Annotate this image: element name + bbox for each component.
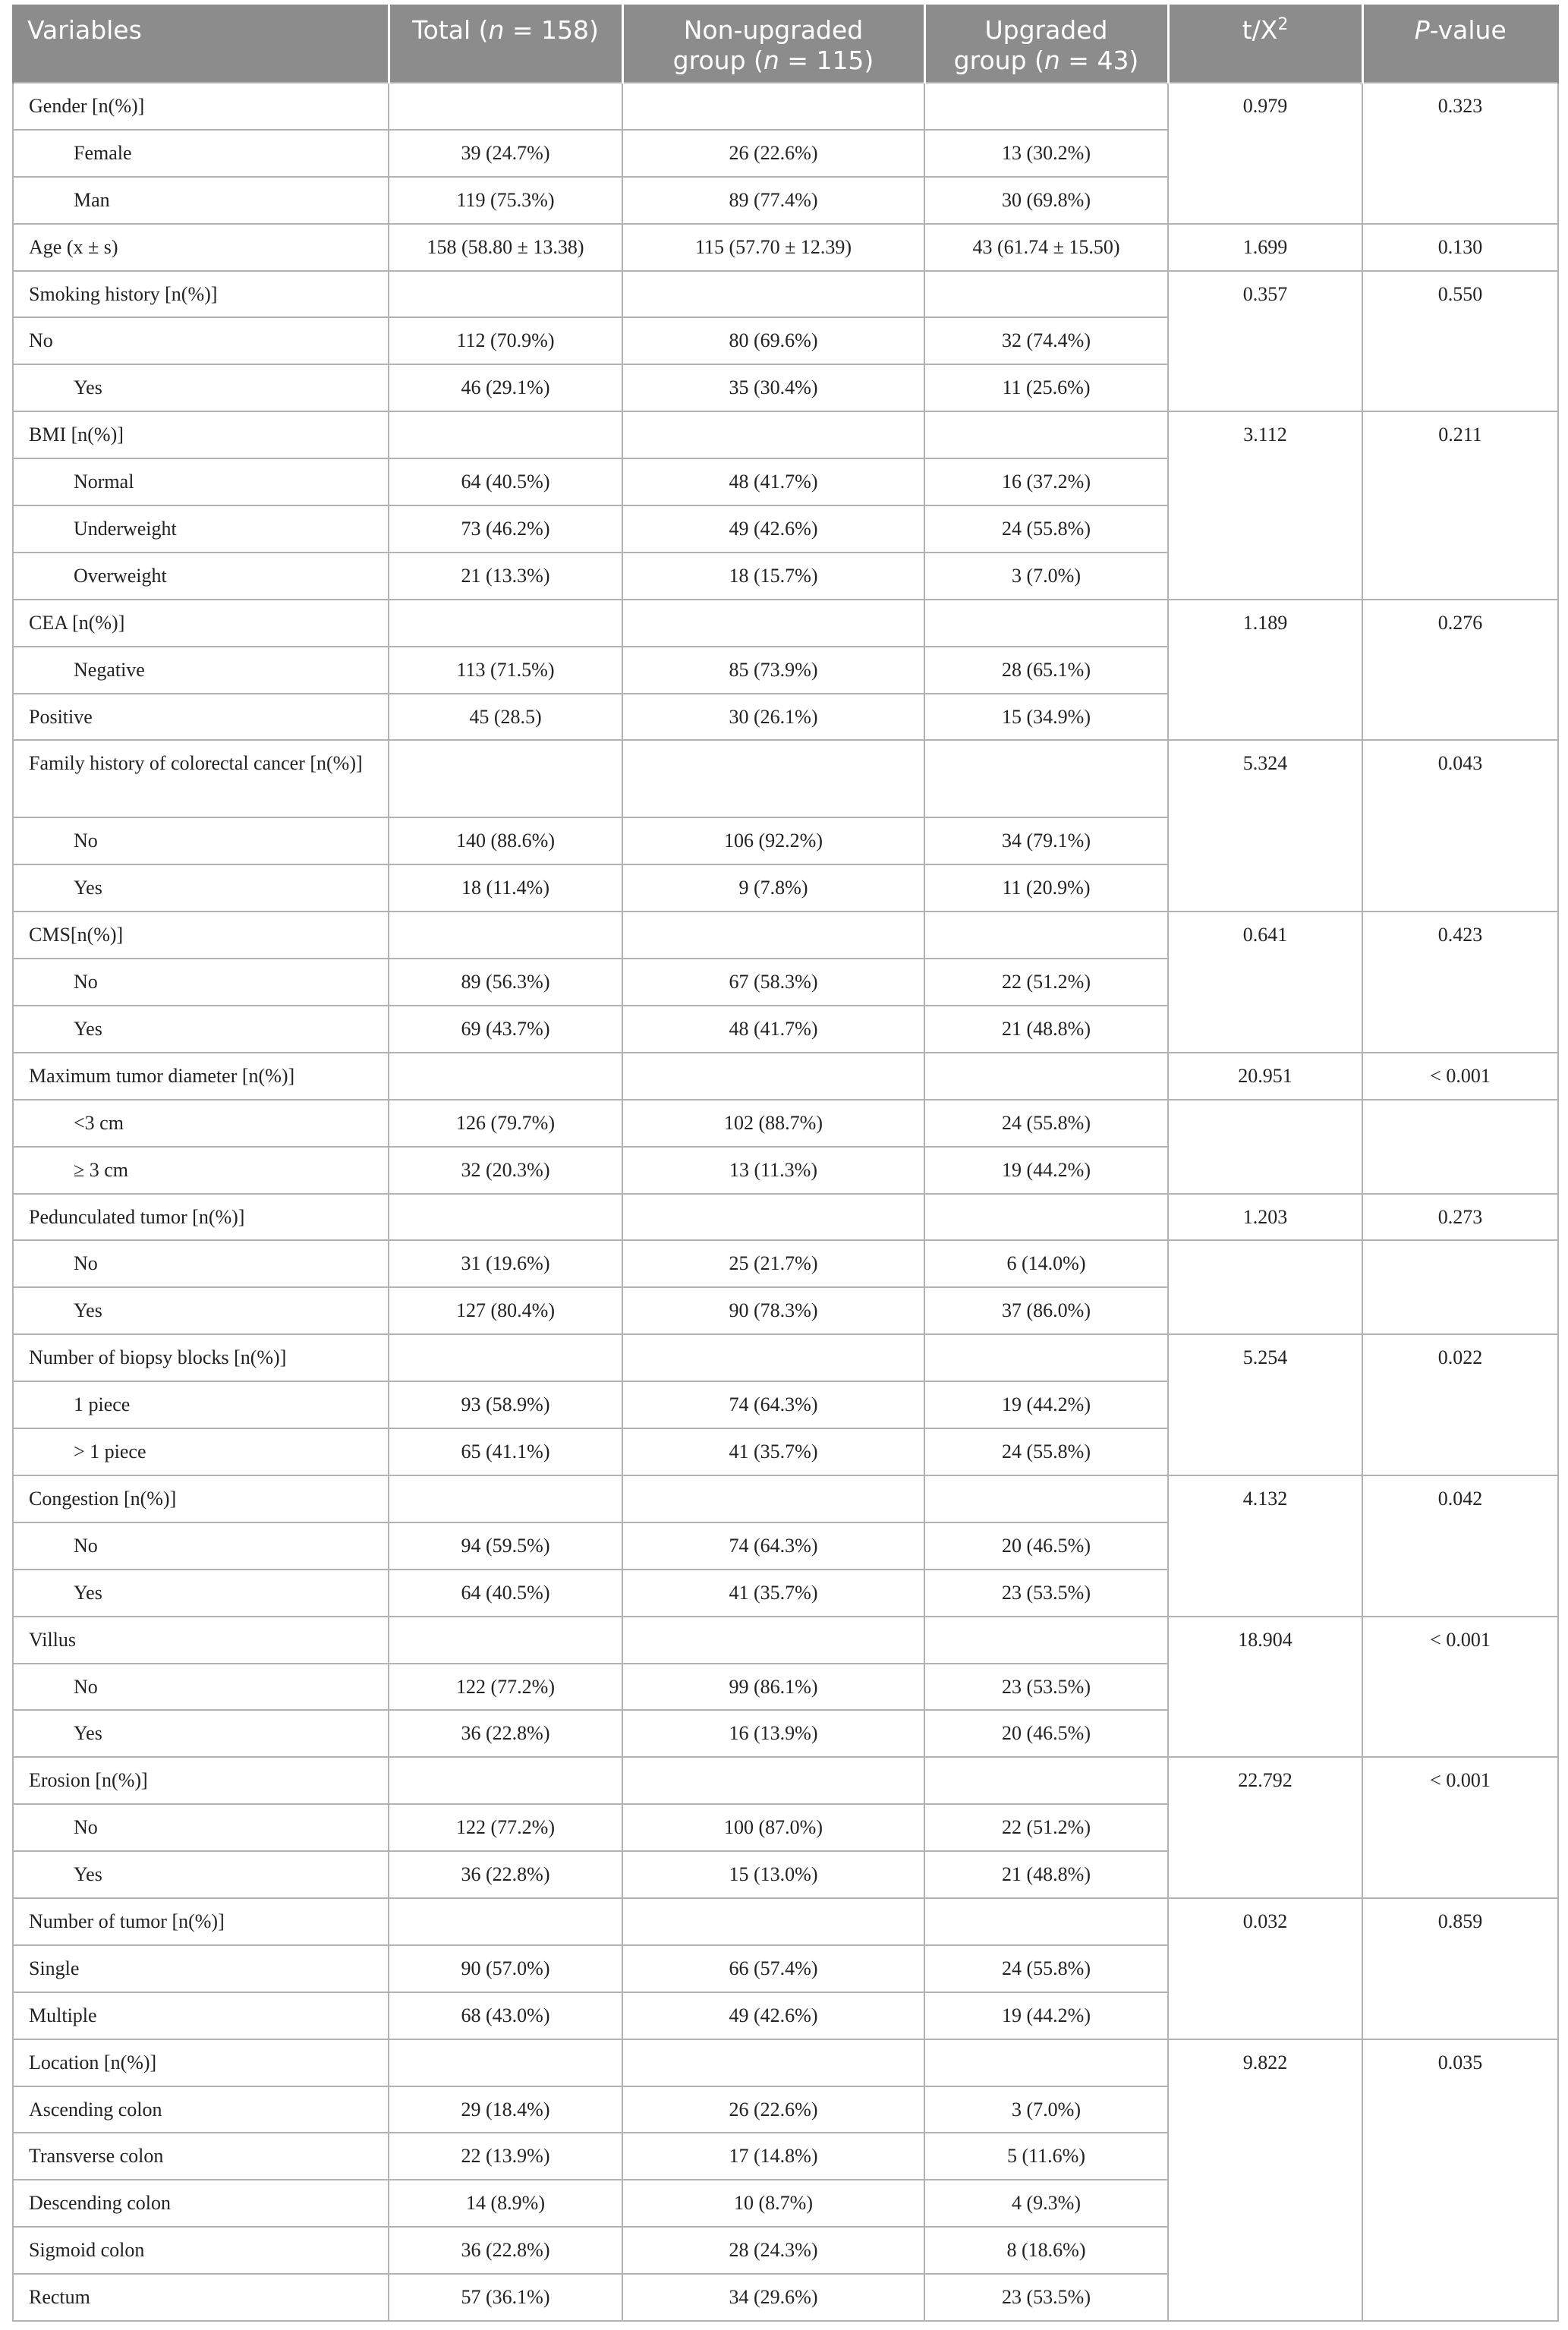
row-label: BMI [n(%)] (13, 411, 389, 458)
table-row (13, 271, 1558, 318)
cell-test-statistic (1168, 1240, 1362, 1334)
cell-total: 31 (19.6%) (389, 1240, 622, 1287)
row-label: Location [n(%)] (13, 2039, 389, 2086)
row-label: CEA [n(%)] (13, 600, 389, 647)
cell-up: 20 (46.5%) (924, 1522, 1168, 1570)
cell-non: 48 (41.7%) (622, 1006, 924, 1053)
row-label: Smoking history [n(%)] (13, 271, 389, 318)
cell-up: 37 (86.0%) (924, 1287, 1168, 1334)
row-label: Yes (13, 1851, 389, 1898)
cell-non: 49 (42.6%) (622, 505, 924, 553)
cell-up: 23 (53.5%) (924, 1664, 1168, 1711)
row-label: Ascending colon (13, 2086, 389, 2133)
cell-total: 69 (43.7%) (389, 1006, 622, 1053)
cell-non (622, 411, 924, 458)
row-label: Yes (13, 864, 389, 912)
row-label: Yes (13, 1006, 389, 1053)
cell-up: 8 (18.6%) (924, 2227, 1168, 2274)
row-label: Villus (13, 1617, 389, 1664)
cell-non: 9 (7.8%) (622, 864, 924, 912)
cell-up (924, 1617, 1168, 1664)
cell-non: 26 (22.6%) (622, 2086, 924, 2133)
cell-total: 21 (13.3%) (389, 553, 622, 600)
cell-p-value: 0.035 (1362, 2039, 1558, 2321)
cell-up: 19 (44.2%) (924, 1381, 1168, 1428)
cell-total: 68 (43.0%) (389, 1992, 622, 2039)
cell-non: 106 (92.2%) (622, 817, 924, 864)
baseline-characteristics-table (12, 5, 1559, 2322)
row-label: Congestion [n(%)] (13, 1475, 389, 1522)
row-label: Number of biopsy blocks [n(%)] (13, 1334, 389, 1381)
cell-up: 22 (51.2%) (924, 959, 1168, 1006)
cell-p-value: 0.211 (1362, 411, 1558, 600)
cell-up: 13 (30.2%) (924, 130, 1168, 177)
cell-up (924, 912, 1168, 959)
table-row (13, 411, 1558, 458)
cell-total: 127 (80.4%) (389, 1287, 622, 1334)
cell-non: 16 (13.9%) (622, 1710, 924, 1757)
cell-up (924, 1053, 1168, 1100)
cell-up (924, 1898, 1168, 1945)
cell-test-statistic: 4.132 (1168, 1475, 1362, 1617)
cell-total: 93 (58.9%) (389, 1381, 622, 1428)
cell-non: 35 (30.4%) (622, 364, 924, 411)
cell-up: 19 (44.2%) (924, 1147, 1168, 1194)
cell-total: 22 (13.9%) (389, 2133, 622, 2180)
cell-total: 122 (77.2%) (389, 1804, 622, 1851)
cell-up: 5 (11.6%) (924, 2133, 1168, 2180)
row-label: 1 piece (13, 1381, 389, 1428)
cell-total: 112 (70.9%) (389, 317, 622, 364)
row-label: Overweight (13, 553, 389, 600)
cell-non (622, 83, 924, 130)
cell-test-statistic: 5.324 (1168, 740, 1362, 912)
cell-total (389, 1757, 622, 1804)
cell-total: 36 (22.8%) (389, 2227, 622, 2274)
cell-non (622, 1053, 924, 1100)
row-label: Positive (13, 694, 389, 741)
cell-non: 41 (35.7%) (622, 1428, 924, 1475)
cell-up: 21 (48.8%) (924, 1006, 1168, 1053)
cell-non (622, 912, 924, 959)
table-row (13, 1334, 1558, 1381)
cell-non: 48 (41.7%) (622, 458, 924, 505)
cell-up: 4 (9.3%) (924, 2180, 1168, 2227)
row-label: <3 cm (13, 1100, 389, 1147)
cell-non (622, 1334, 924, 1381)
row-label: Single (13, 1945, 389, 1992)
cell-up: 28 (65.1%) (924, 647, 1168, 694)
cell-total: 64 (40.5%) (389, 1570, 622, 1617)
row-label: Normal (13, 458, 389, 505)
cell-p-value: < 0.001 (1362, 1053, 1558, 1100)
row-label: No (13, 1804, 389, 1851)
cell-p-value: 0.323 (1362, 83, 1558, 224)
cell-p-value: 0.550 (1362, 271, 1558, 412)
cell-total (389, 411, 622, 458)
cell-total: 32 (20.3%) (389, 1147, 622, 1194)
cell-total: 89 (56.3%) (389, 959, 622, 1006)
cell-p-value (1362, 1100, 1558, 1194)
cell-up (924, 1757, 1168, 1804)
row-label: Yes (13, 1570, 389, 1617)
cell-up: 24 (55.8%) (924, 1100, 1168, 1147)
row-label: Rectum (13, 2274, 389, 2321)
cell-test-statistic: 1.203 (1168, 1194, 1362, 1241)
cell-p-value: 0.043 (1362, 740, 1558, 912)
data-table-container (12, 5, 1557, 2322)
cell-total: 119 (75.3%) (389, 177, 622, 224)
cell-up (924, 1475, 1168, 1522)
table-row (13, 912, 1558, 959)
cell-total (389, 1617, 622, 1664)
cell-total: 46 (29.1%) (389, 364, 622, 411)
cell-total: 36 (22.8%) (389, 1710, 622, 1757)
cell-up (924, 1194, 1168, 1241)
row-label: Pedunculated tumor [n(%)] (13, 1194, 389, 1241)
cell-p-value: < 0.001 (1362, 1617, 1558, 1758)
cell-total: 158 (58.80 ± 13.38) (389, 224, 622, 271)
cell-non: 49 (42.6%) (622, 1992, 924, 2039)
row-label: Underweight (13, 505, 389, 553)
cell-non (622, 600, 924, 647)
cell-non (622, 1757, 924, 1804)
cell-up: 6 (14.0%) (924, 1240, 1168, 1287)
cell-up: 23 (53.5%) (924, 1570, 1168, 1617)
cell-non: 80 (69.6%) (622, 317, 924, 364)
row-label: Sigmoid colon (13, 2227, 389, 2274)
cell-up: 11 (25.6%) (924, 364, 1168, 411)
cell-up: 3 (7.0%) (924, 553, 1168, 600)
cell-test-statistic: 0.032 (1168, 1898, 1362, 2039)
cell-total: 39 (24.7%) (389, 130, 622, 177)
row-label: Female (13, 130, 389, 177)
table-header (13, 5, 1558, 83)
cell-non: 26 (22.6%) (622, 130, 924, 177)
row-label: Number of tumor [n(%)] (13, 1898, 389, 1945)
cell-up: 24 (55.8%) (924, 505, 1168, 553)
cell-test-statistic: 0.357 (1168, 271, 1362, 412)
cell-non: 10 (8.7%) (622, 2180, 924, 2227)
cell-test-statistic: 1.699 (1168, 224, 1362, 271)
header-total: Total (n = 158) (389, 5, 622, 83)
row-label: No (13, 1664, 389, 1711)
cell-up: 11 (20.9%) (924, 864, 1168, 912)
cell-non: 15 (13.0%) (622, 1851, 924, 1898)
cell-total: 36 (22.8%) (389, 1851, 622, 1898)
cell-non: 30 (26.1%) (622, 694, 924, 741)
cell-non: 41 (35.7%) (622, 1570, 924, 1617)
cell-total (389, 83, 622, 130)
cell-test-statistic: 0.979 (1168, 83, 1362, 224)
row-label: Man (13, 177, 389, 224)
header-variables: Variables (13, 5, 389, 83)
row-label: Family history of colorectal cancer [n(%)] (13, 740, 389, 817)
cell-total (389, 912, 622, 959)
table-row (13, 1617, 1558, 1664)
header-test-statistic: $t/X^2$ (1168, 5, 1362, 83)
cell-total: 29 (18.4%) (389, 2086, 622, 2133)
cell-up: 20 (46.5%) (924, 1710, 1168, 1757)
cell-p-value: 0.276 (1362, 600, 1558, 741)
cell-non: 89 (77.4%) (622, 177, 924, 224)
cell-test-statistic: 5.254 (1168, 1334, 1362, 1475)
cell-test-statistic: 0.641 (1168, 912, 1362, 1053)
table-row (13, 1053, 1558, 1100)
cell-non: 100 (87.0%) (622, 1804, 924, 1851)
table-row (13, 600, 1558, 647)
row-label: Erosion [n(%)] (13, 1757, 389, 1804)
cell-test-statistic (1168, 1100, 1362, 1194)
cell-non: 74 (64.3%) (622, 1381, 924, 1428)
table-row (13, 1757, 1558, 1804)
cell-p-value: 0.273 (1362, 1194, 1558, 1241)
row-label: Maximum tumor diameter [n(%)] (13, 1053, 389, 1100)
row-label: Transverse colon (13, 2133, 389, 2180)
cell-p-value: 0.130 (1362, 224, 1558, 271)
cell-total: 113 (71.5%) (389, 647, 622, 694)
cell-non: 13 (11.3%) (622, 1147, 924, 1194)
cell-up: 22 (51.2%) (924, 1804, 1168, 1851)
header-p-value: P-value (1362, 5, 1558, 83)
cell-non: 28 (24.3%) (622, 2227, 924, 2274)
cell-non (622, 1475, 924, 1522)
cell-non (622, 1898, 924, 1945)
cell-non: 17 (14.8%) (622, 2133, 924, 2180)
cell-total: 94 (59.5%) (389, 1522, 622, 1570)
row-label: ≥ 3 cm (13, 1147, 389, 1194)
row-label: No (13, 817, 389, 864)
cell-total: 45 (28.5) (389, 694, 622, 741)
row-label: Yes (13, 364, 389, 411)
cell-non (622, 740, 924, 817)
table-row (13, 1100, 1558, 1147)
cell-total: 57 (36.1%) (389, 2274, 622, 2321)
cell-up: 23 (53.5%) (924, 2274, 1168, 2321)
cell-up (924, 740, 1168, 817)
cell-test-statistic: 3.112 (1168, 411, 1362, 600)
cell-p-value (1362, 1240, 1558, 1334)
row-label: Descending colon (13, 2180, 389, 2227)
cell-non: 25 (21.7%) (622, 1240, 924, 1287)
table-row (13, 2039, 1558, 2086)
cell-total: 64 (40.5%) (389, 458, 622, 505)
table-row (13, 1194, 1558, 1241)
cell-non: 18 (15.7%) (622, 553, 924, 600)
row-label: Multiple (13, 1992, 389, 2039)
cell-p-value: 0.859 (1362, 1898, 1558, 2039)
cell-up: 19 (44.2%) (924, 1992, 1168, 2039)
table-row (13, 1475, 1558, 1522)
cell-up: 32 (74.4%) (924, 317, 1168, 364)
cell-up: 30 (69.8%) (924, 177, 1168, 224)
cell-up: 21 (48.8%) (924, 1851, 1168, 1898)
table-row (13, 1240, 1558, 1287)
cell-up: 24 (55.8%) (924, 1428, 1168, 1475)
cell-non: 90 (78.3%) (622, 1287, 924, 1334)
row-label: No (13, 317, 389, 364)
cell-up: 16 (37.2%) (924, 458, 1168, 505)
table-row (13, 83, 1558, 130)
cell-total (389, 1194, 622, 1241)
cell-non: 67 (58.3%) (622, 959, 924, 1006)
cell-p-value: 0.042 (1362, 1475, 1558, 1617)
cell-non: 99 (86.1%) (622, 1664, 924, 1711)
cell-test-statistic: 1.189 (1168, 600, 1362, 741)
table-row (13, 740, 1558, 817)
cell-total: 18 (11.4%) (389, 864, 622, 912)
row-label: No (13, 1522, 389, 1570)
cell-non (622, 1617, 924, 1664)
row-label: Gender [n(%)] (13, 83, 389, 130)
cell-test-statistic: 20.951 (1168, 1053, 1362, 1100)
cell-non: 34 (29.6%) (622, 2274, 924, 2321)
cell-p-value: 0.022 (1362, 1334, 1558, 1475)
cell-non (622, 1194, 924, 1241)
cell-total (389, 2039, 622, 2086)
row-label: Yes (13, 1287, 389, 1334)
row-label: Yes (13, 1710, 389, 1757)
cell-total (389, 740, 622, 817)
cell-up: 43 (61.74 ± 15.50) (924, 224, 1168, 271)
cell-up (924, 271, 1168, 318)
cell-total: 14 (8.9%) (389, 2180, 622, 2227)
table-row (13, 224, 1558, 271)
cell-up: 34 (79.1%) (924, 817, 1168, 864)
cell-total (389, 271, 622, 318)
row-label: > 1 piece (13, 1428, 389, 1475)
cell-up (924, 2039, 1168, 2086)
header-row (13, 5, 1558, 83)
cell-non: 74 (64.3%) (622, 1522, 924, 1570)
cell-total: 90 (57.0%) (389, 1945, 622, 1992)
cell-non: 85 (73.9%) (622, 647, 924, 694)
cell-total (389, 1334, 622, 1381)
cell-non: 102 (88.7%) (622, 1100, 924, 1147)
cell-test-statistic: 18.904 (1168, 1617, 1362, 1758)
cell-up: 3 (7.0%) (924, 2086, 1168, 2133)
row-label: Age (x ± s) (13, 224, 389, 271)
cell-test-statistic: 9.822 (1168, 2039, 1362, 2321)
cell-non: 66 (57.4%) (622, 1945, 924, 1992)
cell-total: 65 (41.1%) (389, 1428, 622, 1475)
cell-p-value: < 0.001 (1362, 1757, 1558, 1898)
header-non-upgraded: Non-upgraded group (n = 115) (622, 5, 924, 83)
header-upgraded: Upgraded group (n = 43) (924, 5, 1168, 83)
cell-total (389, 1475, 622, 1522)
cell-non (622, 271, 924, 318)
cell-up: 15 (34.9%) (924, 694, 1168, 741)
cell-total: 126 (79.7%) (389, 1100, 622, 1147)
cell-total (389, 1053, 622, 1100)
table-body (13, 83, 1558, 2321)
cell-up (924, 1334, 1168, 1381)
cell-up (924, 600, 1168, 647)
cell-non: 115 (57.70 ± 12.39) (622, 224, 924, 271)
table-row (13, 1898, 1558, 1945)
cell-up: 24 (55.8%) (924, 1945, 1168, 1992)
cell-total (389, 600, 622, 647)
cell-test-statistic: 22.792 (1168, 1757, 1362, 1898)
row-label: No (13, 959, 389, 1006)
cell-up (924, 411, 1168, 458)
cell-total (389, 1898, 622, 1945)
row-label: No (13, 1240, 389, 1287)
cell-non (622, 2039, 924, 2086)
cell-total: 140 (88.6%) (389, 817, 622, 864)
cell-p-value: 0.423 (1362, 912, 1558, 1053)
cell-total: 122 (77.2%) (389, 1664, 622, 1711)
cell-total: 73 (46.2%) (389, 505, 622, 553)
cell-up (924, 83, 1168, 130)
row-label: CMS[n(%)] (13, 912, 389, 959)
row-label: Negative (13, 647, 389, 694)
